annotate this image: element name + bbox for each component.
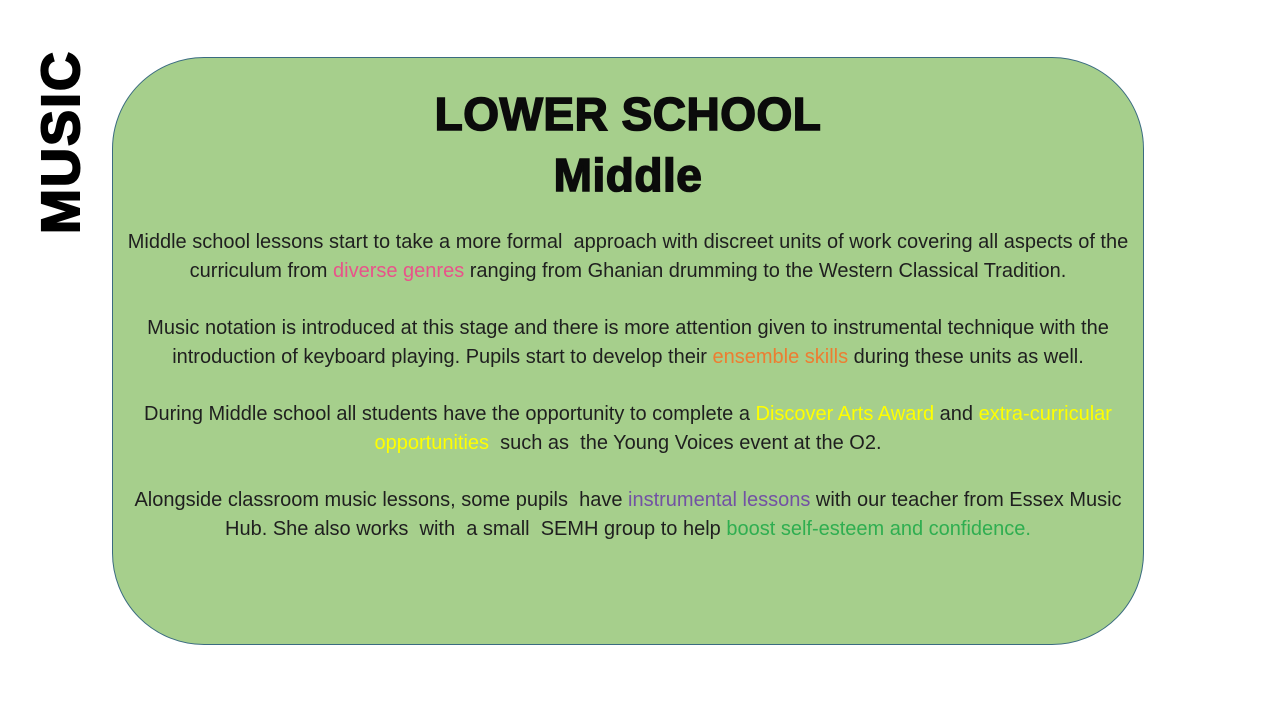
- paragraph: [127, 228, 1134, 286]
- highlight-green: boost self-esteem and confidence.: [726, 518, 1031, 540]
- paragraphs-container: [127, 228, 1134, 544]
- highlight-purple: instrumental lessons: [628, 489, 811, 511]
- text-segment: with our teacher from Essex Music Hub. She also works with a small SEMH group to help: [225, 489, 1128, 540]
- text-segment: and: [934, 403, 979, 425]
- text-segment: during these units as well.: [848, 346, 1084, 368]
- text-segment: such as the Young Voices event at the O2.: [489, 432, 882, 454]
- content-card: [112, 57, 1144, 645]
- card-title-line2: Middle: [553, 149, 703, 201]
- text-segment: During Middle school all students have the opportunity to complete a: [144, 403, 756, 425]
- text-segment: Music notation is introduced at this stage and there is more attention given to instrumental technique with the introduction of keyboard playing. Pupils start to develop their: [147, 317, 1115, 368]
- paragraph: [127, 314, 1129, 372]
- paragraph: [127, 486, 1129, 544]
- card-title-line1: LOWER SCHOOL: [434, 88, 822, 140]
- music-vertical-label: MUSIC: [31, 50, 91, 234]
- highlight-orange: ensemble skills: [712, 346, 849, 368]
- text-segment: ranging from Ghanian drumming to the Western Classical Tradition.: [464, 260, 1067, 282]
- highlight-yellow: extra-curricular opportunities: [374, 403, 1118, 454]
- text-segment: Middle school lessons start to take a more formal approach with discreet units of work covering all aspects of the curriculum from: [127, 231, 1134, 282]
- highlight-pink: diverse genres: [333, 260, 465, 282]
- text-segment: Alongside classroom music lessons, some pupils have: [134, 489, 629, 511]
- paragraph: [127, 400, 1129, 458]
- highlight-yellow: Discover Arts Award: [755, 403, 935, 425]
